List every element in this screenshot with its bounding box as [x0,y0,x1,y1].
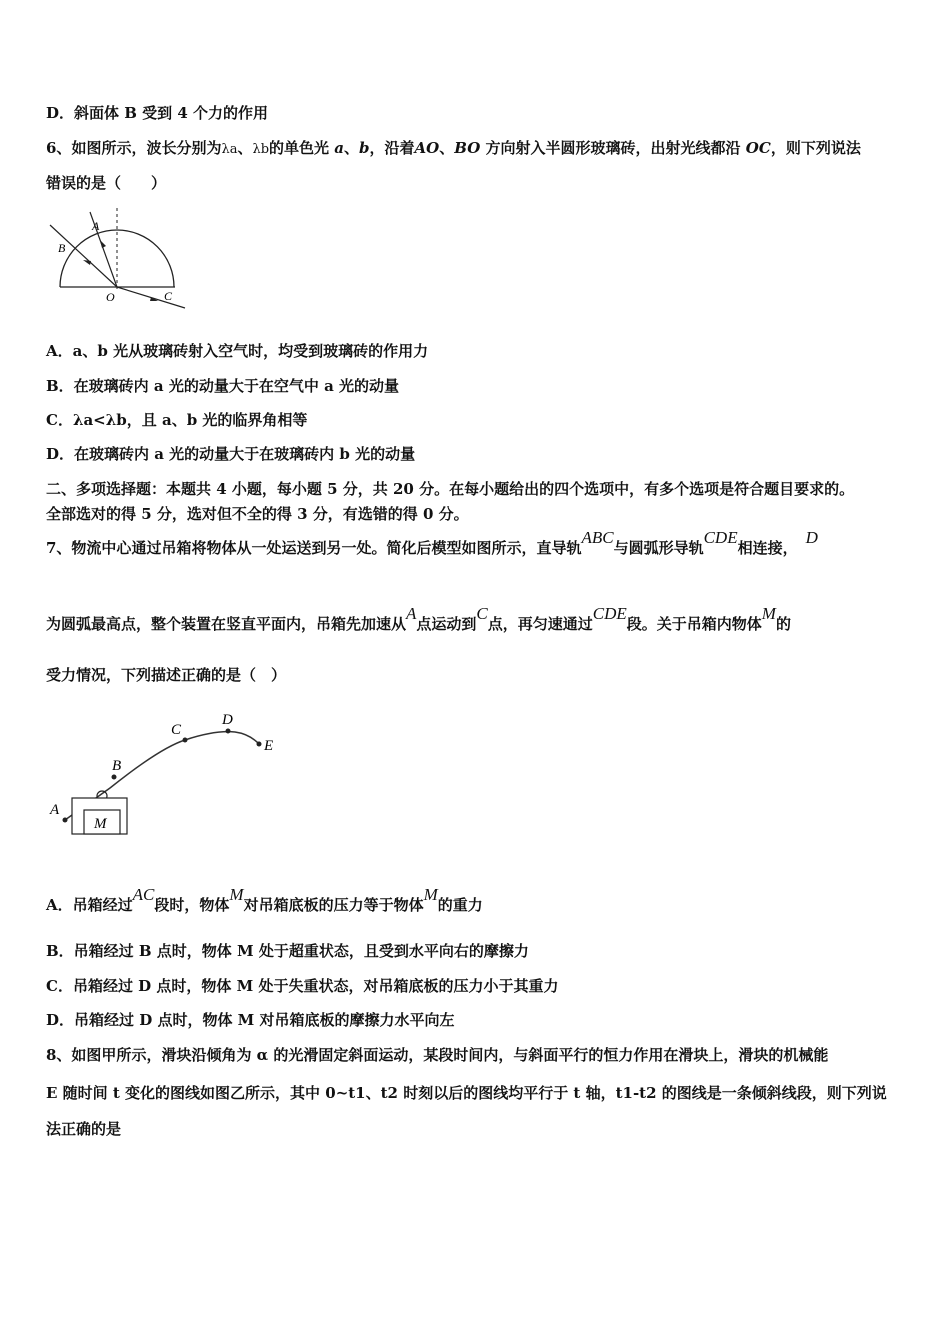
q6-option-a: A．a、b 光从玻璃砖射入空气时，均受到玻璃砖的作用力 [46,342,429,360]
q6-stem-line2: 错误的是（ ） [46,174,167,192]
q6-number: 6、 [46,139,72,157]
label-c: C [164,289,173,303]
q7-option-b: B．吊箱经过 B 点时，物体 M 处于超重状态，且受到水平向右的摩擦力 [46,942,529,960]
label-m: M [94,816,107,832]
label-c: C [171,722,182,738]
label-e: E [264,738,274,754]
q7-stem-line2: 为圆弧最高点，整个装置在竖直平面内，吊箱先加速从A点运动到C点，再匀速通过CDE段。关于吊箱内物体M的 [46,604,791,633]
label-b: B [112,758,122,774]
q7-stem-line3: 受力情况，下列描述正确的是（ ） [46,666,287,684]
label-o: O [106,290,115,304]
section2-line2: 全部选对的得 5 分，选对但不全的得 3 分，有选错的得 0 分。 [46,505,469,523]
q6-option-c: C．λa<λb，且 a、b 光的临界角相等 [46,411,308,429]
q7-stem-line1: 7、物流中心通过吊箱将物体从一处运送到另一处。简化后模型如图所示，直导轨ABC与圆弧形导轨CDE相连接，D [46,528,818,557]
label-d: D [222,712,233,728]
point-c [183,738,188,743]
arrow-b [83,260,91,265]
label-a: A [50,802,60,818]
q7-option-a: A．吊箱经过AC段时，物体M对吊箱底板的压力等于物体M的重力 [46,885,483,914]
q7-track-figure [40,700,300,850]
label-a: A [92,219,100,233]
q8-line1: 8、如图甲所示，滑块沿倾角为 α 的光滑固定斜面运动，某段时间内，与斜面平行的恒力作用在滑块上，滑块的机械能 [46,1046,829,1064]
q6-option-b: B．在玻璃砖内 a 光的动量大于在空气中 a 光的动量 [46,377,400,395]
label-b: B [58,241,66,255]
point-d [226,729,231,734]
q6-option-d: D．在玻璃砖内 a 光的动量大于在玻璃砖内 b 光的动量 [46,445,416,463]
q8-line2: E 随时间 t 变化的图线如图乙所示，其中 0~t1、t2 时刻以后的图线均平行于 t 轴，t1-t2 的图线是一条倾斜线段，则下列说 [46,1084,887,1102]
q5-option-d: D．斜面体 B 受到 4 个力的作用 [46,104,269,122]
section2-line1: 二、多项选择题：本题共 4 小题，每小题 5 分，共 20 分。在每小题给出的四个选项中，有多个选项是符合题目要求的。 [46,480,855,498]
q8-line3: 法正确的是 [46,1120,122,1138]
q6-stem-line1: 6、如图所示，波长分别为λa、λb的单色光 a、b，沿着AO、BO 方向射入半圆形玻璃砖，出射光线都沿 OC，则下列说法 [46,139,861,157]
point-e [257,742,262,747]
q7-option-d: D．吊箱经过 D 点时，物体 M 对吊箱底板的摩擦力水平向左 [46,1011,455,1029]
q7-option-c: C．吊箱经过 D 点时，物体 M 处于失重状态，对吊箱底板的压力小于其重力 [46,977,559,995]
point-b [112,775,117,780]
point-a [63,818,68,823]
q6-semicircle-figure [40,200,200,320]
